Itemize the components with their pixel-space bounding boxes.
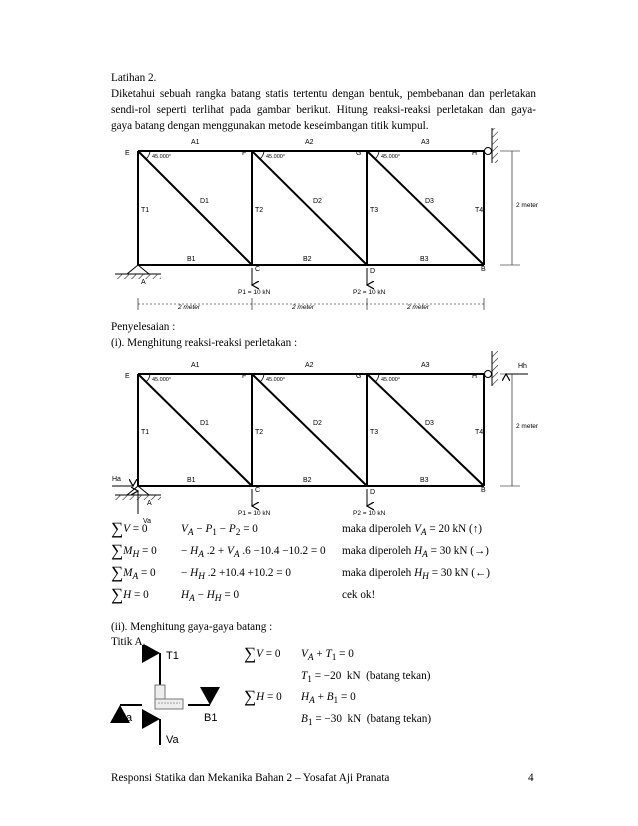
member-label-b3: B3 (420, 477, 429, 484)
member-label-d2: D2 (313, 198, 322, 205)
joint-label-f: F (242, 373, 247, 380)
member-label-a1: A1 (191, 362, 200, 369)
joint-label-d: D (370, 489, 376, 496)
footer-text: Responsi Statika dan Mekanika Bahan 2 – Yosafat Aji Pranata (111, 772, 390, 784)
member-label-t4: T4 (475, 207, 484, 214)
member-label-d2: D2 (313, 420, 322, 427)
problem-line-2: sendi-rol seperti terlihat pada gambar berikut. Hitung reaksi-reaksi perletakan dan gaya- (111, 104, 536, 116)
member-label-t4: T4 (475, 429, 484, 436)
member-label-a3: A3 (421, 139, 430, 146)
joint-label-f: F (242, 150, 247, 157)
member-label-d3: D3 (425, 198, 434, 205)
member-label-b3: B3 (420, 256, 429, 263)
joint-label-a: A (141, 279, 146, 286)
joint-label-b: B (481, 487, 486, 494)
load-label-p1: P1 = 10 kN (238, 510, 271, 517)
angle-label: 45.000° (266, 154, 286, 160)
member-label-d1: D1 (200, 198, 209, 205)
step-2-heading: (ii). Menghitung gaya-gaya batang : (111, 621, 273, 633)
joint-a-title: Titik A. (111, 636, 146, 648)
joint-a-eq-2: $T_1 = -20$ kN (batang tekan) (301, 670, 431, 686)
member-label-d1: D1 (200, 420, 209, 427)
fbd-label-t1: T1 (166, 650, 179, 662)
joint-label-c: C (255, 266, 261, 273)
solution-heading: Penyelesaian : (111, 321, 176, 333)
joint-label-e: E (125, 373, 130, 380)
member-label-d3: D3 (425, 420, 434, 427)
reaction-label-va: Va (143, 518, 152, 525)
angle-arc (146, 374, 150, 382)
reaction-label-ha: Ha (112, 476, 121, 483)
angle-label: 45.000° (381, 154, 401, 160)
check-ok: cek ok! (342, 589, 376, 601)
angle-arc (260, 374, 264, 382)
load-label-p1: P1 = 10 kN (238, 289, 271, 296)
member-label-b2: B2 (303, 256, 312, 263)
member-label-a2: A2 (305, 139, 314, 146)
fbd-label-b1: B1 (204, 712, 218, 724)
joint-label-g: G (356, 150, 362, 157)
truss-members-2 (138, 374, 484, 486)
member-label-a2: A2 (305, 362, 314, 369)
member-label-a1: A1 (191, 139, 200, 146)
member-label-b1: B1 (187, 477, 196, 484)
angle-label: 45.000° (152, 154, 172, 160)
load-label-p2: P2 = 10 kN (353, 289, 386, 296)
joint-label-g: G (356, 373, 362, 380)
page-number: 4 (528, 772, 534, 784)
member-label-t3: T3 (370, 429, 379, 436)
roller-support-h (485, 351, 499, 386)
fbd-label-ha: Ha (118, 712, 133, 724)
member-label-t3: T3 (370, 207, 379, 214)
member-label-t1: T1 (141, 429, 150, 436)
joint-label-h: H (472, 373, 478, 380)
joint-label-h: H (472, 150, 478, 157)
angle-label: 45.000° (381, 377, 401, 383)
load-label-p2: P2 = 10 kN (353, 510, 386, 517)
fbd-label-va: Va (166, 734, 179, 746)
member-label-b2: B2 (303, 477, 312, 484)
joint-a-fbd (110, 645, 250, 755)
member-d1 (138, 374, 252, 486)
joint-label-a: A (147, 500, 152, 507)
equation-row-4: ∑H = 0 $H_A - H_H = 0$ cek ok! (111, 585, 376, 605)
problem-line-1: Diketahui sebuah rangka batang statis tertentu dengan bentuk, pembebanan dan perletakan (111, 88, 536, 100)
span-label: 2 meter (178, 304, 201, 311)
member-d2 (252, 374, 367, 486)
member-label-t2: T2 (255, 207, 264, 214)
equation-row-3: $\sum M_A = 0$ − $H_H$ .2 +10.4 +10.2 = 0 maka diperoleh $H_H = 30$ kN (←) (111, 563, 490, 583)
member-label-b1: B1 (187, 256, 196, 263)
exercise-title: Latihan 2. (111, 72, 157, 84)
span-label: 2 meter (292, 304, 315, 311)
height-label: 2 meter (516, 423, 539, 430)
span-label: 2 meter (407, 304, 430, 311)
angle-arc (375, 374, 379, 382)
joint-a-eq-1: ∑V = 0 $V_A + T_1 = 0$ (244, 644, 354, 664)
member-label-a3: A3 (421, 362, 430, 369)
member-d3 (367, 374, 484, 486)
member-label-t2: T2 (255, 429, 264, 436)
member-label-t1: T1 (141, 207, 150, 214)
equation-row-2: $\sum M_H = 0$ − $H_A$ $.2 + V_A$ .6 −10.4 −10.2 = 0 maka diperoleh $H_A = 30$ kN (→) (111, 541, 489, 561)
joint-a-eq-3: ∑H = 0 $H_A + B_1 = 0$ (244, 687, 356, 707)
joint-a-eq-4: $B_1 = -30$ kN (batang tekan) (301, 713, 432, 729)
height-dimension (500, 374, 520, 486)
joint-label-d: D (370, 268, 376, 275)
equation-row-1: ∑V = 0 $V_A - P_1 - P_2 = 0$ maka diperoleh $V_A = 20$ kN (↑) (111, 519, 483, 539)
problem-line-3: gaya batang dengan menggunakan metode keseimbangan titik kumpul. (111, 120, 429, 132)
reaction-label-hh: Hh (518, 363, 527, 370)
joint-label-b: B (481, 266, 486, 273)
joint-a-node (155, 685, 183, 709)
angle-label: 45.000° (152, 377, 172, 383)
joint-label-c: C (255, 487, 261, 494)
angle-label: 45.000° (266, 377, 286, 383)
height-label: 2 meter (516, 202, 539, 209)
joint-label-e: E (125, 150, 130, 157)
step-1-heading: (i). Menghitung reaksi-reaksi perletakan : (111, 337, 298, 349)
